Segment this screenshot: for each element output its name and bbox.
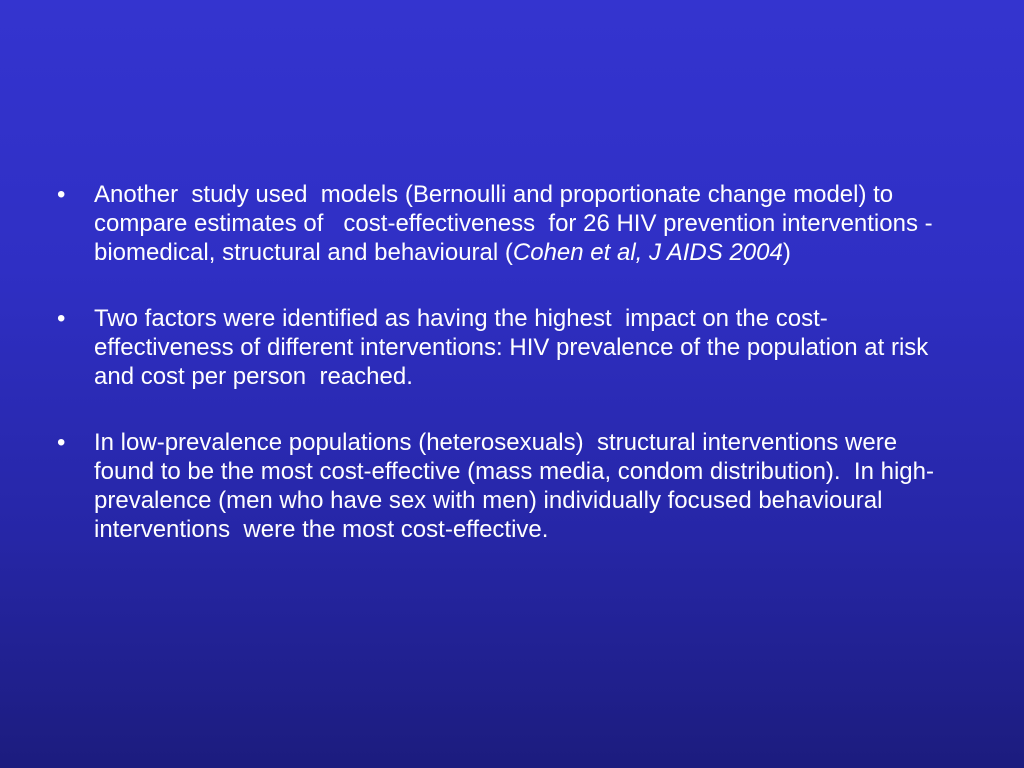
bullet-marker: • <box>57 305 66 332</box>
bullet-text-end: ) <box>782 239 791 266</box>
bullet-list <box>55 180 955 581</box>
bullet-text: In low-prevalence populations (heterosexuals) structural interventions were found to be the most cost-effective (mass media, condom distribution). In high-prevalence (men who have sex with men) individually focused behavioural interventions were the most cost-effective. <box>94 429 934 543</box>
bullet-item-prevalence-populations <box>55 428 955 544</box>
bullet-item-study-models <box>55 180 955 267</box>
bullet-text: Another study used models (Bernoulli and proportionate change model) to compare estimates of cost-effectiveness for 26 HIV prevention interventions - biomedical, structural and behavioural ( <box>94 181 940 266</box>
bullet-text: Two factors were identified as having the highest impact on the cost-effectiveness of different interventions: HIV prevalence of the population at risk and cost per person reached. <box>94 305 935 390</box>
bullet-marker: • <box>57 429 66 456</box>
citation: Cohen et al, J AIDS 2004 <box>512 239 783 266</box>
bullet-item-two-factors <box>55 304 955 391</box>
bullet-marker: • <box>57 181 66 208</box>
